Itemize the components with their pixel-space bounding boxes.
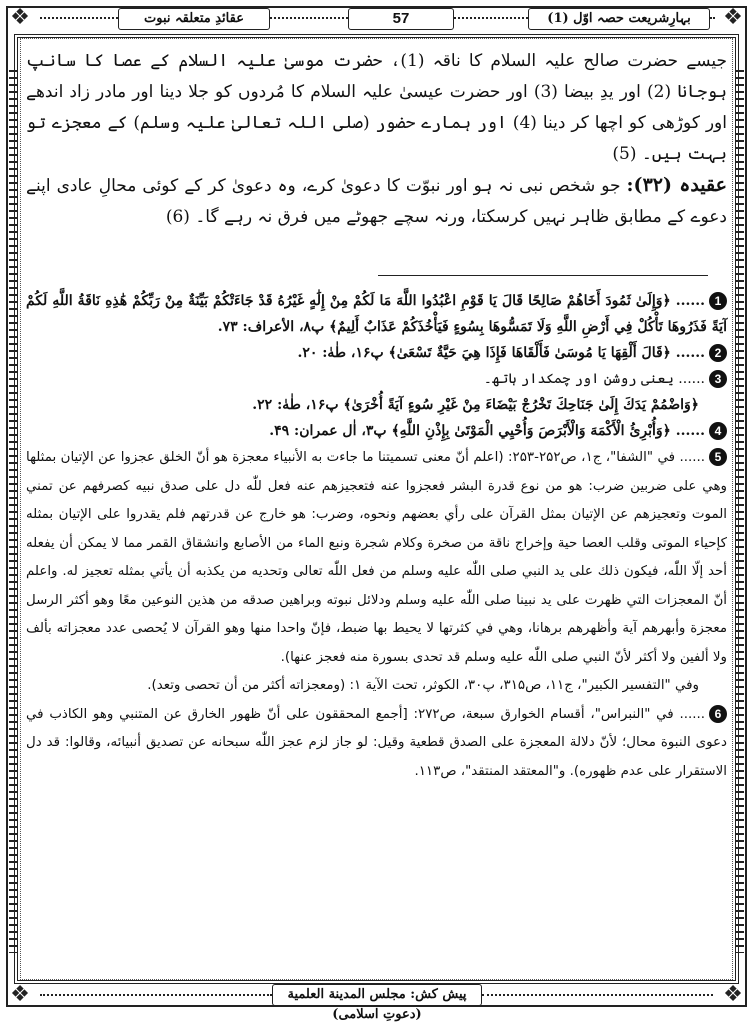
footnote-number: 2 xyxy=(709,344,727,362)
publisher-credit: پیش کش: مجلس المدينة العلمية (دعوتِ اسلامی) xyxy=(272,984,482,1006)
footnotes xyxy=(26,288,727,786)
aqeeda-paragraph xyxy=(26,170,727,233)
page-number: 57 xyxy=(348,8,454,30)
footnote-number: 1 xyxy=(709,292,727,310)
footnote-number: 5 xyxy=(709,448,727,466)
book-title: بہارِشریعت حصہ اوّل (1) xyxy=(528,8,710,30)
corner-ornament-icon: ❖ xyxy=(723,5,743,30)
footnote-number: 4 xyxy=(709,422,727,440)
corner-ornament-icon: ❖ xyxy=(10,982,30,1007)
border-ornament-left xyxy=(9,70,17,953)
body-line: جیسے حضرت صالح علیہ السلام کا ناقہ (1)، حضرت موسیٰ علیہ السلام کے عصا کا سانپ ہوجانا (2) اور یدِ بیضا (3) اور حضرت عیسیٰ علیہ السلام کا xyxy=(26,51,728,102)
chapter-title: عقائدِ متعلقہ نبوت xyxy=(118,8,270,30)
page-footer xyxy=(40,984,713,1022)
footnote xyxy=(26,701,727,787)
footnote-number: 6 xyxy=(709,705,727,723)
main-text xyxy=(26,46,727,233)
header-divider xyxy=(454,17,528,19)
corner-ornament-icon: ❖ xyxy=(10,5,30,30)
footnote xyxy=(26,444,727,672)
footer-divider xyxy=(482,994,713,996)
border-ornament-right xyxy=(736,70,744,953)
header-divider xyxy=(40,17,118,19)
aqeeda-label: عقیدہ (۳۲): xyxy=(626,174,727,196)
body-line: مُردوں کو جلا دینا اور مادر زاد اندھے اور کوڑھی کو اچھا کر دینا (4) اور ہمارے حضور (صلی اللہ تعالیٰ علیہ وسلم) کے معجزے تو بہت ہیں۔ (5) xyxy=(26,82,727,164)
footer-divider xyxy=(40,994,272,996)
footnote xyxy=(26,340,727,366)
footnote-text: ...... ﴿وَأُبْرِئُ الْأَكْمَهَ وَالْأَبْرَصَ وَأُحْيِي الْمَوْتَىٰ بِإِذْنِ اللَّهِ﴾ پ۳، اٰل عمران: ۴۹. xyxy=(269,423,705,439)
footnote-text: ...... ﴿قَالَ أَلْقِهَا يَا مُوسَىٰ فَأَلْقَاهَا فَإِذَا هِيَ حَيَّةٌ تَسْعَىٰ﴾ پ۱۶، طٰهٰ: ۲۰. xyxy=(297,345,705,361)
footnote-text: ...... في "النبراس"، أقسام الخوارق سبعة، ص۲۷۲: [أجمع المحققون على أنّ ظهور الخارق عن المتنبي وهو الكاذب في دعوى النبوة محال؛ لأنّ دلالة المعجزة على الصدق قطعية وقيل: لو جاز لزم عجز اللّٰه سبحانه عن تصديق أنبيائه، وقالوا: قد دل الاستقرار على عدم ظهوره). و"المعتقد المنتقد"، ص۱۱۳. xyxy=(26,706,727,779)
footnote xyxy=(26,418,727,444)
footnote-continuation xyxy=(26,672,727,701)
footnote xyxy=(26,366,727,392)
footnote-number: 3 xyxy=(709,370,727,388)
page-header xyxy=(40,6,713,32)
header-divider xyxy=(270,17,348,19)
corner-ornament-icon: ❖ xyxy=(723,982,743,1007)
footnote-text: ...... ﴿وَإِلَىٰ ثَمُودَ أَخَاهُمْ صَالِحًا قَالَ يَا قَوْمِ اعْبُدُوا اللَّهَ مَا لَكُمْ مِنْ إِلَٰهٍ غَيْرُهُ قَدْ جَاءَتْكُمْ بَيِّنَةٌ مِنْ رَبِّكُمْ هَٰذِهِ نَاقَةُ اللَّهِ لَكُمْ آيَةً فَذَرُوهَا تَأْكُلْ فِي أَرْضِ اللَّهِ وَلَا تَمَسُّوهَا بِسُوءٍ فَيَأْخُذَكُمْ عَذَابٌ أَلِيمٌ﴾ پ۸، الأعراف: ۷۳. xyxy=(26,293,727,335)
body-paragraph xyxy=(26,46,727,170)
footnote-text: ...... یعنی روشن اور چمکدار ہاتھ۔ xyxy=(483,371,705,387)
aqeeda-text: جو شخص نبی نہ ہو اور نبوّت کا دعویٰ کرے، وہ دعویٰ کر کے کوئی محالِ عادی اپنے دعوے کے مطابق ظاہر نہیں کرسکتا، ورنہ سچے جھوٹے میں فرق نہ رہے گا۔ (6) xyxy=(26,176,727,227)
footnote-separator xyxy=(378,275,708,276)
footnote xyxy=(26,288,727,340)
header-divider xyxy=(710,17,713,19)
footnote-continuation xyxy=(26,392,727,418)
footnote-text: ...... في "الشفا"، ج۱، ص۲۵۲-۲۵۳: (اعلم أنّ معنی تسميتنا ما جاءت به الأنبياء معجزة هو أنّ الخلق عجزوا عن الإتيان بمثلها وهي على ضربين ضرب: هو من نوع قدرة البشر فعجزوا عنه فتعجيزهم عنه فعل للّٰه دل على صدق نبيه كصرفهم عن تمني الموت وتعجيزهم عن الإتيان بمثل القرآن على رأي بعضهم ونحوه، وضرب: هو خارج عن قدرتهم فلم يقدروا على الإتيان بمثله كإحياء الموتى وقلب العصا حية وإخراج ناقة من صخرة وكلام شجرة ونبع الماء من الأصابع وانشقاق القمر مما لا يمكن أن يفعله أحد إلّا اللّٰه، فيكون ذلك على يد النبي صلى اللّٰه عليه وسلم من فعل اللّٰه تعالى وتحديه من يكذبه أن يأتي بمثله تعجيز له. واعلم أنّ المعجزات التي ظهرت على يد نبينا صلى اللّٰه عليه وسلم ودلائل نبوته وبراهين صدقه من هذين النوعين معًا وهو أكثر الرسل معجزة وأبهرهم آية وأظهرهم برهانا، وهي في كثرتها لا يحيط بها ضبط، فإنّ واحدا منها وهو القرآن لا يُحصی عدد معجزاته بألف ولا ألفين ولا أكثر لأنّ النبي صلى اللّٰه عليه وسلم قد تحدى بسورة منه فعجز عنها). xyxy=(26,450,727,665)
footnote-text: وفي "التفسير الكبير"، ج۱۱، ص۳۱۵، پ۳۰، الكوثر، تحت الآية ۱: (ومعجزاته أكثر من أن تحصى وتعد). xyxy=(147,678,699,693)
footnote-text: ﴿وَاضْمُمْ يَدَكَ إِلَىٰ جَنَاحِكَ تَخْرُجْ بَيْضَاءَ مِنْ غَيْرِ سُوءٍ آيَةً أُخْرَىٰ﴾ پ۱۶، طٰهٰ: ۲۲. xyxy=(252,397,699,413)
